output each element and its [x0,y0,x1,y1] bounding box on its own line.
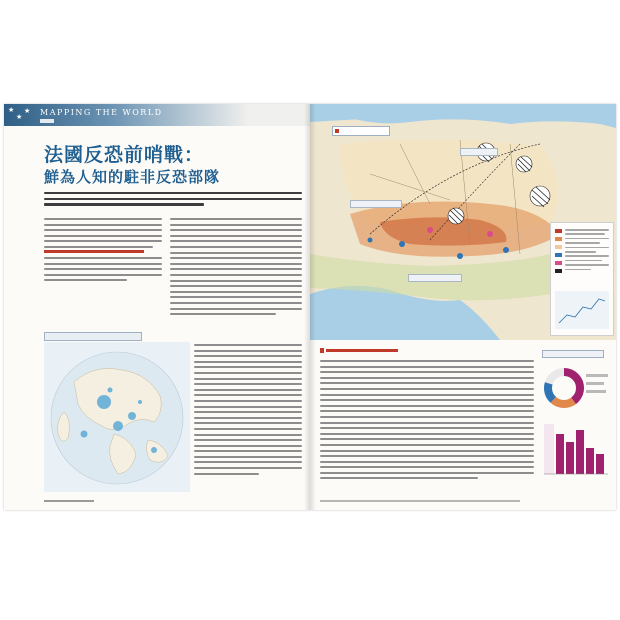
incident-marker [427,227,433,233]
deployment-bubble [113,421,123,431]
map-legend [550,222,614,336]
square-bullet-icon [335,129,339,133]
body-column-1 [44,218,162,252]
bar-chart [542,420,612,480]
legend-swatch [555,237,562,241]
page-gutter [304,104,316,510]
map-callout [460,148,498,156]
base-marker [457,253,463,259]
operation-marker [448,208,464,224]
chart-panel-label [542,350,604,358]
deployment-bubble [128,412,136,420]
legend-swatch [555,229,562,233]
legend-swatch [555,253,562,257]
left-page-footer [44,500,94,502]
star-icon: ★ [8,106,15,114]
left-page [4,104,310,510]
star-icon: ★ [24,107,31,115]
article-standfirst [44,192,302,209]
body-column-3 [194,344,302,478]
right-page [310,104,616,510]
deployment-bubble [108,388,113,393]
world-map-label [44,332,142,341]
article-subtitle: 鮮為人知的駐非反恐部隊 [44,168,221,186]
operation-marker [516,156,532,172]
right-page-footer [320,500,520,502]
deployment-bubble [97,395,111,409]
section-name [40,119,54,123]
legend-swatch [555,269,562,273]
square-bullet-icon [320,348,324,353]
base-marker [503,247,509,253]
legend-swatch [555,245,562,249]
world-deployment-map [44,342,190,492]
sahel-operations-map [310,104,616,340]
legend-inset-chart [551,289,613,333]
map-callout [408,274,462,282]
world-map-graphic [44,342,190,492]
deployment-bubble [151,447,157,453]
body-column-2 [170,218,302,319]
donut-chart [542,360,612,420]
deployment-bubble [138,400,142,404]
section-kicker: MAPPING THE WORLD [40,108,163,117]
legend-swatch [555,261,562,265]
base-marker [399,241,405,247]
section-2-heading [320,348,400,354]
section-2-body [320,360,534,483]
base-marker [368,238,373,243]
arms-sales-chart-panel [542,350,612,500]
star-icon: ★ [16,113,23,121]
body-column-1b [44,257,162,285]
body-subheading-1 [44,250,144,253]
magazine-spread [4,104,616,510]
deployment-bubble [81,431,88,438]
legend-text [565,229,609,273]
article-title: 法國反恐前哨戰： [44,144,205,166]
section-header-band [4,104,310,126]
incident-marker [487,231,493,237]
map-title-label [332,126,390,136]
map-callout [350,200,402,208]
